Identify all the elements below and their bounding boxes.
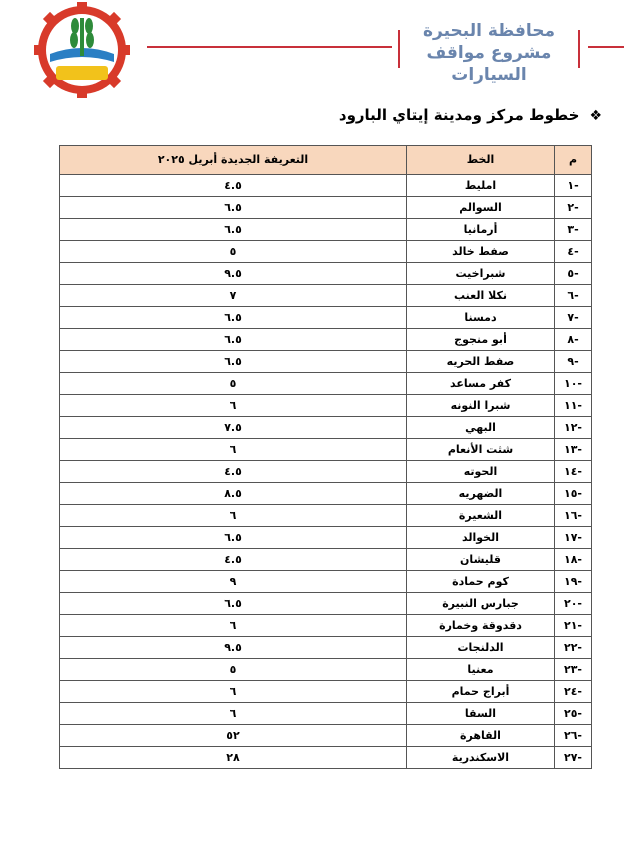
fare-value: ٦.٥: [60, 197, 407, 219]
row-number: -٩: [555, 351, 592, 373]
fare-value: ٦: [60, 681, 407, 703]
column-header-number: م: [555, 146, 592, 175]
header-rule-left: [147, 46, 392, 48]
route-name: شبراخيت: [407, 263, 555, 285]
table-row: [60, 703, 592, 725]
row-number: -٦: [555, 285, 592, 307]
row-number: -٢٣: [555, 659, 592, 681]
fare-value: ٩.٥: [60, 637, 407, 659]
row-number: -٢٤: [555, 681, 592, 703]
fare-value: ٥: [60, 373, 407, 395]
route-name: أبراج حمام: [407, 681, 555, 703]
row-number: -١٤: [555, 461, 592, 483]
fare-value: ٤.٥: [60, 549, 407, 571]
row-number: -٣: [555, 219, 592, 241]
table-row: [60, 505, 592, 527]
route-name: دمسنا: [407, 307, 555, 329]
fare-value: ٦: [60, 395, 407, 417]
fare-value: ٦: [60, 615, 407, 637]
table-row: [60, 395, 592, 417]
table-row: [60, 461, 592, 483]
route-name: القاهرة: [407, 725, 555, 747]
row-number: -١٧: [555, 527, 592, 549]
fare-value: ٧.٥: [60, 417, 407, 439]
table-row: [60, 483, 592, 505]
fare-value: ٦: [60, 439, 407, 461]
table-row: [60, 571, 592, 593]
table-row: [60, 175, 592, 197]
route-name: أرمانيا: [407, 219, 555, 241]
table-header-row: [60, 146, 592, 175]
row-number: -٢٢: [555, 637, 592, 659]
table-row: [60, 307, 592, 329]
header-rule-right: [588, 46, 624, 48]
fare-value: ٦.٥: [60, 219, 407, 241]
page-header: [0, 0, 640, 100]
row-number: -٢٦: [555, 725, 592, 747]
route-name: صفط خالد: [407, 241, 555, 263]
fare-value: ٦.٥: [60, 527, 407, 549]
fare-value: ٩.٥: [60, 263, 407, 285]
fare-value: ٦.٥: [60, 593, 407, 615]
fare-value: ٥: [60, 659, 407, 681]
fare-value: ٦.٥: [60, 329, 407, 351]
fare-value: ٩: [60, 571, 407, 593]
route-name: السوالم: [407, 197, 555, 219]
route-name: الخوالد: [407, 527, 555, 549]
table-row: [60, 681, 592, 703]
section-heading: [339, 106, 602, 124]
table-row: [60, 285, 592, 307]
table-row: [60, 329, 592, 351]
route-name: معنيا: [407, 659, 555, 681]
route-name: الضهريه: [407, 483, 555, 505]
fare-value: ٧: [60, 285, 407, 307]
table-row: [60, 637, 592, 659]
row-number: -٢٧: [555, 747, 592, 769]
fare-value: ٥: [60, 241, 407, 263]
header-divider: [398, 30, 400, 68]
row-number: -١٦: [555, 505, 592, 527]
row-number: -١٠: [555, 373, 592, 395]
route-name: شبرا النونه: [407, 395, 555, 417]
route-name: كفر مساعد: [407, 373, 555, 395]
table-row: [60, 219, 592, 241]
row-number: -٢٠: [555, 593, 592, 615]
governorate-name: محافظة البحيرة: [422, 21, 556, 41]
table-row: [60, 263, 592, 285]
governorate-logo: [32, 2, 132, 98]
route-name: دقدوقة وخمارة: [407, 615, 555, 637]
table-row: [60, 417, 592, 439]
fare-value: ٨.٥: [60, 483, 407, 505]
fare-value: ٦.٥: [60, 351, 407, 373]
fare-value: ٤.٥: [60, 175, 407, 197]
route-name: امليط: [407, 175, 555, 197]
fare-value: ٤.٥: [60, 461, 407, 483]
route-name: السقا: [407, 703, 555, 725]
row-number: -٢١: [555, 615, 592, 637]
fare-value: ٦.٥: [60, 307, 407, 329]
route-name: صفط الحريه: [407, 351, 555, 373]
row-number: -٥: [555, 263, 592, 285]
route-name: قليشان: [407, 549, 555, 571]
table-row: [60, 373, 592, 395]
fare-value: ٦: [60, 703, 407, 725]
header-title-block: [405, 20, 573, 86]
route-name: شثت الأنعام: [407, 439, 555, 461]
table-row: [60, 615, 592, 637]
table-row: [60, 351, 592, 373]
fare-table: [59, 145, 592, 769]
route-name: كوم حمادة: [407, 571, 555, 593]
route-name: نكلا العنب: [407, 285, 555, 307]
table-row: [60, 241, 592, 263]
row-number: -٨: [555, 329, 592, 351]
column-header-line: الخط: [407, 146, 555, 175]
row-number: -٢: [555, 197, 592, 219]
table-row: [60, 549, 592, 571]
row-number: -١: [555, 175, 592, 197]
row-number: -١٥: [555, 483, 592, 505]
row-number: -١٣: [555, 439, 592, 461]
fare-value: ٦: [60, 505, 407, 527]
route-name: البهي: [407, 417, 555, 439]
table-row: [60, 527, 592, 549]
row-number: -٢٥: [555, 703, 592, 725]
table-row: [60, 439, 592, 461]
row-number: -١٢: [555, 417, 592, 439]
table-row: [60, 197, 592, 219]
table-row: [60, 593, 592, 615]
project-name: مشروع مواقف السيارات: [426, 43, 552, 85]
row-number: -٤: [555, 241, 592, 263]
header-divider: [578, 30, 580, 68]
route-name: أبو منجوج: [407, 329, 555, 351]
row-number: -١٨: [555, 549, 592, 571]
fare-value: ٢٨: [60, 747, 407, 769]
route-name: الشعيرة: [407, 505, 555, 527]
route-name: الاسكندرية: [407, 747, 555, 769]
row-number: -٧: [555, 307, 592, 329]
fare-value: ٥٢: [60, 725, 407, 747]
section-heading-text: خطوط مركز ومدينة إيتاي البارود: [338, 106, 580, 124]
diamond-bullet-icon: ❖: [589, 108, 602, 124]
route-name: جبارس النبيرة: [407, 593, 555, 615]
column-header-fare: التعريفة الجديدة أبريل ٢٠٢٥: [60, 146, 407, 175]
row-number: -١٩: [555, 571, 592, 593]
table-row: [60, 725, 592, 747]
table-row: [60, 747, 592, 769]
row-number: -١١: [555, 395, 592, 417]
table-row: [60, 659, 592, 681]
route-name: الحوته: [407, 461, 555, 483]
route-name: الدلنجات: [407, 637, 555, 659]
